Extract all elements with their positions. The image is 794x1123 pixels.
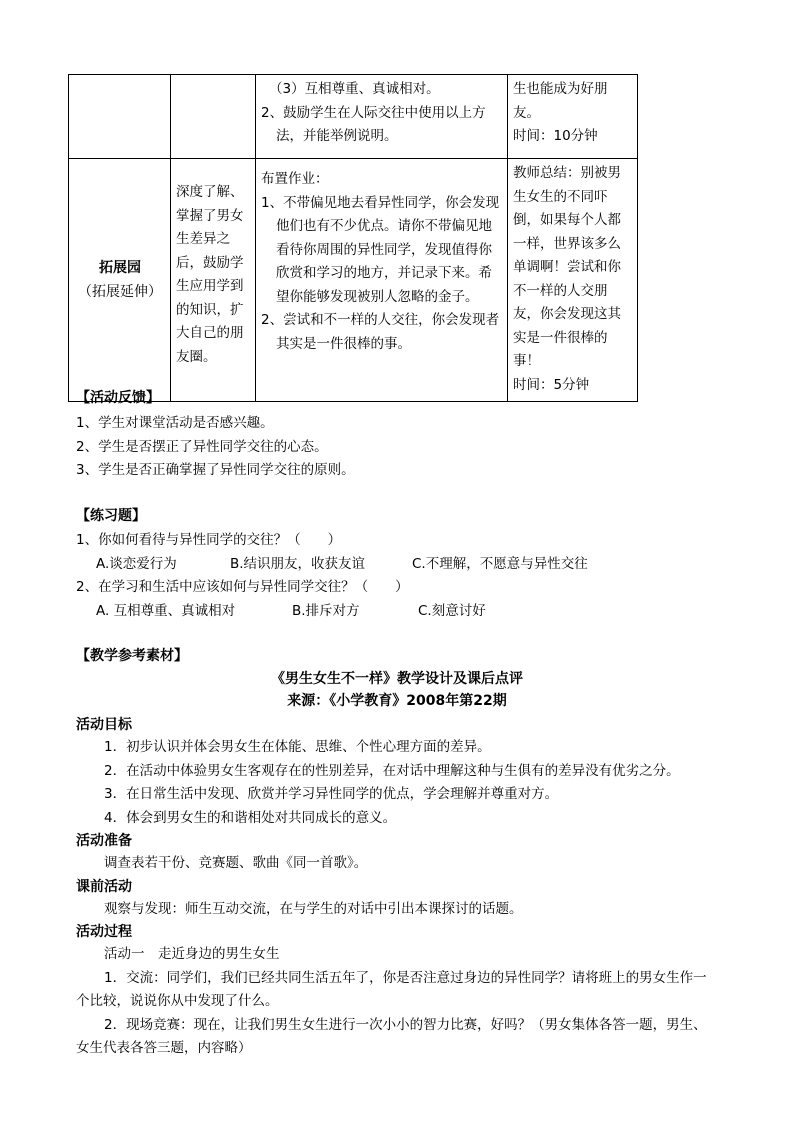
subheading-process: 活动过程 — [76, 924, 132, 940]
homework-title: 布置作业： — [261, 171, 329, 187]
list-item: 1．初步认识并体会男女生在体能、思维、个性心理方面的差异。 — [104, 739, 491, 755]
feedback-section — [76, 388, 736, 483]
question-options — [76, 600, 736, 624]
lesson-table — [68, 74, 638, 402]
option: B.结识朋友，收获友谊 — [230, 555, 366, 572]
pre-activity-text: 观察与发现：师生互动交流，在与学生的对话中引出本课探讨的话题。 — [104, 900, 523, 917]
table-cell — [69, 75, 171, 159]
table-cell-activity — [256, 75, 508, 159]
section-heading: 【练习题】 — [76, 508, 146, 524]
goal-text: 深度了解、掌握了男女生差异之后，鼓励学生应用学到的知识，扩大自己的朋友圈。 — [176, 184, 244, 365]
section-heading: 【教学参考素材】 — [76, 648, 188, 664]
activity-title: 活动一 走近身边的男生女生 — [104, 946, 280, 962]
subheading-prep: 活动准备 — [76, 833, 132, 849]
option: C.刻意讨好 — [418, 602, 486, 619]
list-item: 3．在日常生活中发现、欣赏并学习异性同学的优点，学会理解并尊重对方。 — [104, 786, 559, 802]
question: 2、在学习和生活中应该如何与异性同学交往？（ ） — [76, 579, 409, 595]
table-cell-goal — [171, 159, 256, 402]
material-title: 《男生女生不一样》教学设计及课后点评 — [271, 671, 523, 687]
option: A. 互相尊重、真诚相对 — [96, 602, 236, 619]
prep-text: 调查表若干份、竞赛题、歌曲《同一首歌》。 — [104, 855, 368, 871]
paragraph-line: 1．交流：同学们，我们已经共同生活五年了，你是否注意过身边的异性同学？请将班上的男女生作一 — [104, 969, 707, 986]
activity-line: 2、鼓励学生在人际交往中使用以上方法，并能举例说明。 — [261, 104, 486, 144]
activity-line: （3）互相尊重、真诚相对。 — [269, 81, 440, 97]
list-item: 4．体会到男女生的和谐相处对共同成长的意义。 — [104, 809, 397, 826]
option: A.谈恋爱行为 — [96, 555, 177, 572]
list-item: 2、学生是否摆正了异性同学交往的心态。 — [76, 438, 328, 455]
material-title-block — [60, 668, 734, 712]
material-body — [76, 714, 756, 1061]
material-source: 来源：《小学教育》2008年第22期 — [287, 693, 507, 709]
subheading-pre-activity: 课前活动 — [76, 878, 132, 895]
table-cell-summary — [508, 75, 638, 159]
option: B.排斥对方 — [292, 602, 360, 619]
material-section — [76, 646, 736, 666]
table-row — [69, 159, 638, 402]
paragraph-line: 个比较，说说你从中发现了什么。 — [76, 993, 279, 1009]
section-subname: （拓展延伸） — [78, 283, 162, 300]
teacher-summary: 教师总结：别被男生女生的不同吓倒，如果每个人都一样，世界该多么单调啊！尝试和你不一样的人交朋友，你会发现这其实是一件很棒的事！ — [513, 165, 621, 369]
summary-line: 生也能成为好朋友。 — [513, 81, 608, 121]
question-options — [76, 553, 736, 577]
list-item: 2．在活动中体验男女生客观存在的性别差异，在对话中理解这种与生俱有的差异没有优劣之分。 — [104, 762, 680, 779]
list-item: 3、学生是否正确掌握了异性同学交往的原则。 — [76, 462, 355, 478]
homework-item: 2、尝试和不一样的人交往，你会发现者其实是一件很棒的事。 — [261, 312, 500, 352]
table-row — [69, 75, 638, 159]
section-name: 拓展园 — [99, 259, 141, 276]
paragraph-line: 女生代表各答三题，内容略） — [76, 1040, 252, 1056]
time-line: 时间：10分钟 — [513, 128, 598, 144]
homework-item: 1、不带偏见地去看异性同学，你会发现他们也有不少优点。请你不带偏见地看待你周围的异性同学，发现值得你欣赏和学习的地方，并记录下来。希望你能够发现被别人忽略的金子。 — [261, 194, 500, 305]
table-cell-summary — [508, 159, 638, 402]
subheading-goals: 活动目标 — [76, 717, 132, 733]
time-line: 时间：5分钟 — [513, 376, 590, 393]
option: C.不理解，不愿意与异性交往 — [412, 555, 588, 572]
exercise-section — [76, 506, 736, 623]
table-cell — [171, 75, 256, 159]
section-heading: 【活动反馈】 — [76, 390, 160, 406]
question: 1、你如何看待与异性同学的交往？（ ） — [76, 532, 342, 548]
table-cell-section-name — [69, 159, 171, 402]
paragraph-line: 2．现场竞赛：现在，让我们男生女生进行一次小小的智力比赛，好吗？（男女集体各答一题，男生、 — [104, 1016, 707, 1033]
list-item: 1、学生对课堂活动是否感兴趣。 — [76, 415, 274, 431]
table-cell-activity — [256, 159, 508, 402]
